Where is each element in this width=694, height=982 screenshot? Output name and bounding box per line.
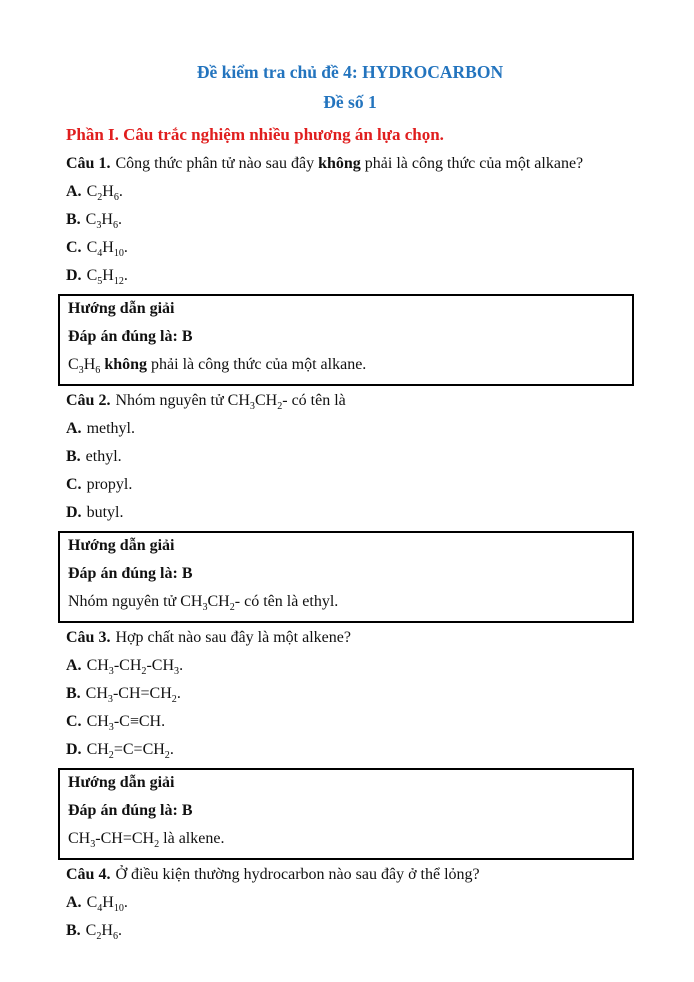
solution-explanation: $CH_3-CH=CH_2$ là alkene. [68,830,225,851]
option-text: $C_5H_{12}$. [86,267,128,288]
page-title: Đề kiểm tra chủ đề 4: HYDROCARBON [196,62,504,82]
solution-box [58,531,634,623]
solution-answer: Đáp án đúng là: B [68,328,193,345]
option-text: $CH_3-C\equiv CH$. [86,713,166,734]
question-label: Câu 4. [66,866,111,883]
option-label: C. [66,476,82,493]
question-text: Hợp chất nào sau đây là một alkene? [115,629,351,646]
question-line [66,628,634,647]
section-heading: Phần I. Câu trắc nghiệm nhiều phương án lựa chọn. [66,125,444,144]
option-row [66,475,634,494]
option-row [66,266,634,288]
solution-explanation: Nhóm nguyên tử $CH_3CH_2-$ có tên là ethyl. [68,593,339,614]
option-label: B. [66,922,81,939]
option-label: D. [66,267,82,284]
question-text: Ở điều kiện thường hydrocarbon nào sau đây ở thể lỏng? [115,866,480,883]
option-row [66,656,634,678]
solution-heading: Hướng dẫn giải [68,300,175,317]
question-line [66,865,634,884]
option-label: A. [66,420,82,437]
solution-explanation: $C_3H_6$ không phải là công thức của một alkane. [68,356,367,377]
solution-answer: Đáp án đúng là: B [68,802,193,819]
option-row [66,684,634,706]
options-list [66,419,634,522]
question-label: Câu 3. [66,629,111,646]
question-block [66,154,634,386]
option-row [66,419,634,438]
option-label: B. [66,685,81,702]
option-label: D. [66,741,82,758]
questions [66,154,634,943]
option-text: $CH_3-CH_2-CH_3$. [86,657,184,678]
options-list [66,893,634,943]
option-text: methyl. [86,420,135,437]
option-row [66,503,634,522]
option-label: D. [66,504,82,521]
option-text: propyl. [86,476,133,493]
option-text: butyl. [86,504,124,521]
option-text: $C_2H_6$. [85,922,122,943]
option-row [66,893,634,915]
solution-heading: Hướng dẫn giải [68,774,175,791]
option-row [66,447,634,466]
options-list [66,182,634,288]
question-label: Câu 1. [66,155,111,172]
question-block [66,391,634,623]
option-row [66,238,634,260]
solution-heading: Hướng dẫn giải [68,537,175,554]
option-label: B. [66,211,81,228]
option-label: A. [66,657,82,674]
question-line [66,391,634,413]
option-text: $C_3H_6$. [85,211,122,232]
question-block [66,865,634,943]
option-row [66,182,634,204]
option-row [66,712,634,734]
options-list [66,656,634,762]
option-text: $C_2H_6$. [86,183,123,204]
option-label: A. [66,183,82,200]
option-row [66,921,634,943]
question-text: Công thức phân tử nào sau đây không phải là công thức của một alkane? [115,155,584,172]
option-label: C. [66,713,82,730]
solution-box [58,294,634,386]
page-subtitle: Đề số 1 [323,92,377,112]
question-line [66,154,634,173]
option-text: ethyl. [85,448,122,465]
question-text: Nhóm nguyên tử $CH_3CH_2-$ có tên là [115,392,346,413]
question-block [66,628,634,860]
solution-box [58,768,634,860]
option-label: A. [66,894,82,911]
option-label: B. [66,448,81,465]
option-text: $CH_3-CH=CH_2$. [85,685,181,706]
question-label: Câu 2. [66,392,111,409]
option-text: $CH_2=C=CH_2$. [86,741,174,762]
option-text: $C_4H_{10}$. [86,894,128,915]
option-row [66,740,634,762]
option-row [66,210,634,232]
option-text: $C_4H_{10}$. [86,239,128,260]
solution-answer: Đáp án đúng là: B [68,565,193,582]
option-label: C. [66,239,82,256]
